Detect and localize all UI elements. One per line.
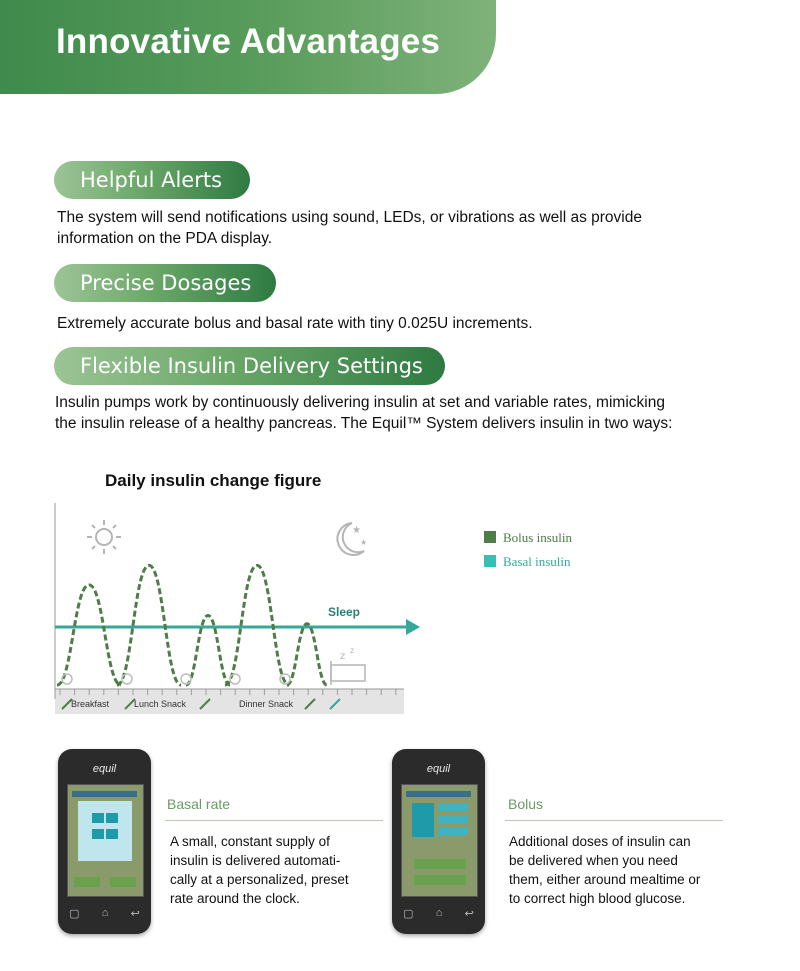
sleep-annotation: Sleep (328, 605, 361, 619)
x-label-lunch-snack: Lunch Snack (134, 699, 187, 709)
feature-rule-basal (165, 820, 383, 821)
basal-arrow-head (406, 619, 420, 635)
feature-rule-bolus (505, 820, 723, 821)
text-line: to correct high blood glucose. (509, 891, 686, 906)
legend-label-basal: Basal insulin (503, 554, 571, 569)
page-title: Innovative Advantages (56, 22, 441, 61)
section-title-flexible-insulin: Flexible Insulin Delivery Settings (54, 347, 445, 385)
svg-text:z: z (350, 646, 355, 655)
bolus-series (57, 565, 327, 685)
chart-title: Daily insulin change figure (105, 471, 322, 490)
legend-swatch-basal (484, 555, 496, 567)
text-line: rate around the clock. (170, 891, 300, 906)
phone-device-bolus (392, 749, 485, 934)
phone-nav-keys: ▢ ⌂ ↩ (69, 907, 140, 920)
x-label-breakfast: Breakfast (71, 699, 110, 709)
x-label-dinner-snack: Dinner Snack (239, 699, 294, 709)
text-line: be delivered when you need (509, 853, 678, 868)
svg-text:★: ★ (360, 538, 368, 547)
feature-title-basal: Basal rate (167, 796, 231, 812)
text-line: the insulin release of a healthy pancreas. The Equil™ System delivers insulin in two ways: (55, 415, 673, 432)
phone-screen (67, 784, 144, 897)
sun-icon (87, 520, 121, 554)
bolus-spike (287, 624, 327, 685)
section-text-precise-dosages (57, 313, 533, 334)
text-line: Insulin pumps work by continuously delivering insulin at set and variable rates, mimicking (55, 394, 665, 411)
bed-icon (331, 646, 365, 685)
feature-text-bolus (509, 832, 721, 908)
bolus-spike (57, 585, 121, 685)
insulin-chart (0, 495, 800, 725)
svg-text:★: ★ (352, 525, 361, 536)
phone-logo: equil (426, 763, 451, 775)
section-text-flexible-insulin (55, 392, 672, 434)
phone-logo: equil (92, 763, 117, 775)
section-title-helpful-alerts: Helpful Alerts (54, 161, 250, 199)
text-line: cally at a personalized, preset (170, 872, 349, 887)
apple-icon (181, 674, 191, 684)
legend-label-bolus: Bolus insulin (503, 530, 572, 545)
apple-icon (122, 674, 132, 684)
feature-title-bolus: Bolus (508, 796, 544, 812)
legend-swatch-bolus (484, 531, 496, 543)
text-line: insulin is delivered automati- (170, 853, 341, 868)
section-title-precise-dosages: Precise Dosages (54, 264, 276, 302)
text-line: A small, constant supply of (170, 834, 330, 849)
bolus-spike (117, 565, 181, 685)
bolus-spike (225, 565, 289, 685)
text-line: information on the PDA display. (57, 230, 273, 247)
text-line: The system will send notifications using sound, LEDs, or vibrations as well as provide (57, 209, 642, 226)
feature-text-basal (170, 832, 368, 908)
text-line: them, either around mealtime or (509, 872, 701, 887)
text-line: Additional doses of insulin can (509, 834, 691, 849)
phone-nav-keys: ▢ ⌂ ↩ (403, 907, 474, 920)
apple-icon (230, 674, 240, 684)
text-line: Extremely accurate bolus and basal rate with tiny 0.025U increments. (57, 315, 533, 332)
moon-icon (337, 523, 367, 555)
svg-text:z: z (340, 651, 346, 662)
phone-screen (401, 784, 478, 897)
section-text-helpful-alerts (57, 207, 642, 249)
phone-device-basal (58, 749, 151, 934)
